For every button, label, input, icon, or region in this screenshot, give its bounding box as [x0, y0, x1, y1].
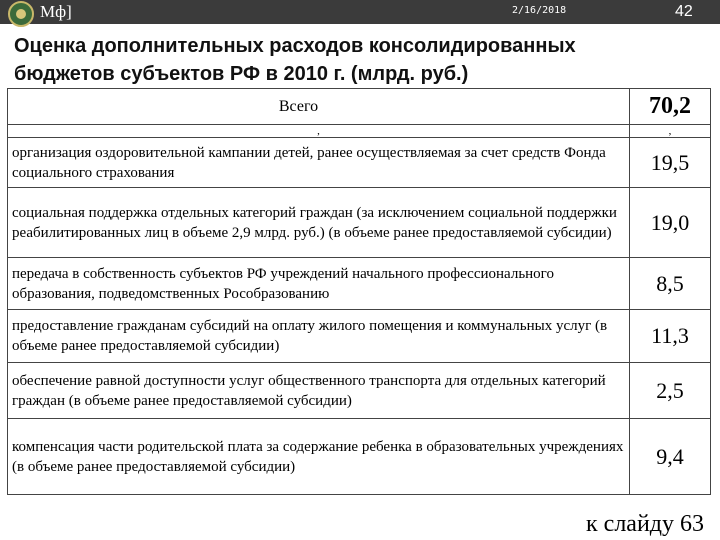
slide-link[interactable]: к слайду 63 [586, 511, 704, 537]
row-value: 19,0 [630, 188, 711, 258]
row-value: 9,4 [630, 419, 711, 495]
row-value: 8,5 [630, 258, 711, 310]
total-row [8, 89, 711, 125]
slide-number: 42 [675, 3, 693, 20]
table-row [8, 138, 711, 188]
row-description: социальная поддержка отдельных категорий граждан (за исключением социальной поддержки реабилитированных лиц в объеме 2,9 млрд. руб.) (в объеме ранее предоставляемой субсидии) [8, 188, 630, 258]
marker-right: , [630, 125, 711, 138]
title-line-1: Оценка дополнительных расходов консолидированных [14, 35, 576, 57]
marker-left: , [8, 125, 630, 138]
total-label: Всего [8, 89, 630, 125]
slide-header-bar [0, 0, 720, 24]
row-description: предоставление гражданам субсидий на оплату жилого помещения и коммунальных услуг (в объеме ранее предоставляемой субсидии) [8, 310, 630, 363]
row-value: 11,3 [630, 310, 711, 363]
marker-row [8, 125, 711, 138]
total-value: 70,2 [630, 89, 711, 125]
row-description: обеспечение равной доступности услуг общественного транспорта для отдельных категорий граждан (в объеме ранее предоставляемой субсидии) [8, 363, 630, 419]
row-description: передача в собственность субъектов РФ учреждений начального профессионального образования, подведомственных Рособразованию [8, 258, 630, 310]
table-row [8, 419, 711, 495]
row-value: 19,5 [630, 138, 711, 188]
brand-text: Мф] [40, 2, 72, 21]
title-line-2: бюджетов субъектов РФ в 2010 г. (млрд. руб.) [14, 63, 469, 85]
row-description: организация оздоровительной кампании детей, ранее осуществляемая за счет средств Фонда социального страхования [8, 138, 630, 188]
table-row [8, 188, 711, 258]
row-value: 2,5 [630, 363, 711, 419]
slide-date: 2/16/2018 [512, 5, 567, 16]
table-row [8, 258, 711, 310]
table-row [8, 363, 711, 419]
row-description: компенсация части родительской плата за содержание ребенка в образовательных учреждениях (в объеме ранее предоставляемой субсидии) [8, 419, 630, 495]
expenses-table [7, 88, 711, 495]
slide-title [14, 32, 714, 88]
table-row [8, 310, 711, 363]
emblem-icon [8, 1, 34, 27]
